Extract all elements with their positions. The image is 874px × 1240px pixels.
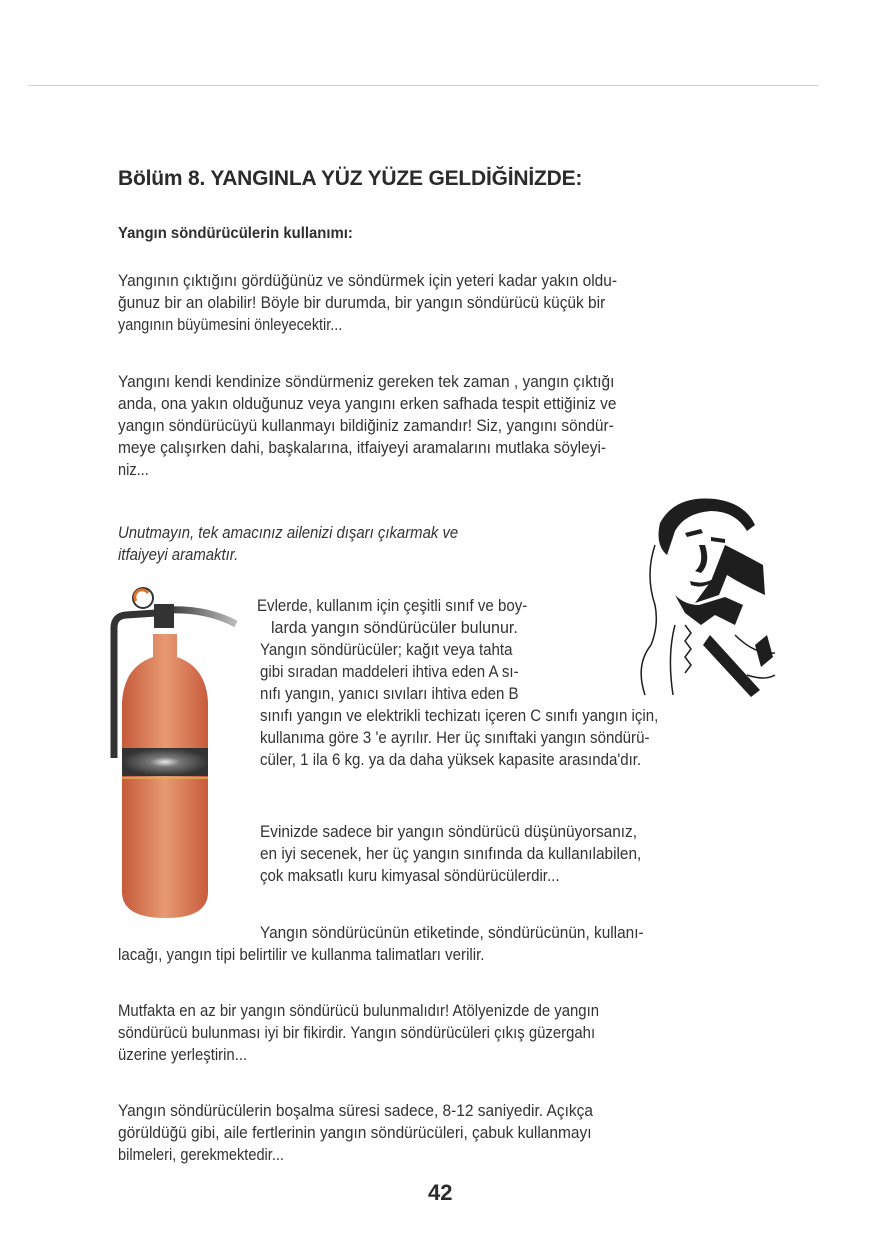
text-line: en iyi secenek, her üç yangın sınıfında da kullanılabilen, bbox=[260, 845, 642, 863]
page-number: 42 bbox=[428, 1180, 453, 1205]
text-line: Mutfakta en az bir yangın söndürücü bulunmalıdır! Atölyenizde de yangın bbox=[118, 1002, 600, 1020]
header-rule bbox=[28, 85, 818, 86]
text-line: cüler, 1 ila 6 kg. ya da daha yüksek kapasite arasında'dır. bbox=[260, 751, 642, 769]
text-line: Evinizde sadece bir yangın söndürücü düşünüyorsanız, bbox=[260, 823, 638, 841]
gauge-icon bbox=[133, 588, 153, 608]
fire-extinguisher-illustration bbox=[96, 582, 256, 922]
section-title: Yangın söndürücülerin kullanımı: bbox=[118, 225, 353, 242]
cylinder-band bbox=[122, 748, 208, 776]
man-figure bbox=[659, 499, 773, 698]
text-line: niz... bbox=[118, 461, 149, 479]
text-line: kullanıma göre 3 'e ayrılır. Her üç sınıftaki yangın söndürü- bbox=[260, 729, 650, 747]
text-line: yangının büyümesini önleyecektir... bbox=[118, 316, 343, 334]
text-line: gibi sıradan maddeleri ihtiva eden A sı- bbox=[260, 663, 519, 681]
man-on-phone-illustration bbox=[615, 485, 780, 710]
text-line: çok maksatlı kuru kimyasal söndürücülerdir... bbox=[260, 867, 560, 885]
text-line: bilmeleri, gerekmektedir... bbox=[118, 1146, 284, 1164]
text-line: yangın söndürücüyü kullanmayı bildiğiniz zamandır! Siz, yangını söndür- bbox=[118, 417, 614, 435]
text-line: anda, ona yakın olduğunuz veya yangını erken safhada tespit ettiğiniz ve bbox=[118, 395, 617, 413]
text-line: larda yangın söndürücüler bulunur. bbox=[271, 619, 518, 637]
text-line: Unutmayın, tek amacınız ailenizi dışarı çıkarmak ve bbox=[118, 524, 459, 542]
text-line: sınıfı yangın ve elektrikli techizatı içeren C sınıfı yangın için, bbox=[260, 707, 659, 725]
text-line: lacağı, yangın tipi belirtilir ve kullanma talimatları verilir. bbox=[118, 946, 485, 964]
text-line: nıfı yangın, yanıcı sıvıları ihtiva eden B bbox=[260, 685, 519, 703]
text-line: meye çalışırken dahi, başkalarına, itfaiyeyi aramalarını mutlaka söyleyi- bbox=[118, 439, 607, 457]
text-line: itfaiyeyi aramaktır. bbox=[118, 546, 239, 564]
chapter-title: Bölüm 8. YANGINLA YÜZ YÜZE GELDİĞİNİZDE: bbox=[118, 167, 583, 190]
handle bbox=[166, 610, 236, 624]
text-line: Yangın söndürücüler; kağıt veya tahta bbox=[260, 641, 513, 659]
text-line: ğunuz bir an olabilir! Böyle bir durumda, bir yangın söndürücü küçük bir bbox=[118, 294, 606, 312]
text-line: Evlerde, kullanım için çeşitli sınıf ve boy- bbox=[257, 597, 528, 615]
text-line: görüldüğü gibi, aile fertlerinin yangın söndürücüleri, çabuk kullanmayı bbox=[118, 1124, 592, 1142]
text-line: Yangını kendi kendinize söndürmeniz gereken tek zaman , yangın çıktığı bbox=[118, 373, 615, 391]
text-line: üzerine yerleştirin... bbox=[118, 1046, 248, 1064]
text-line: Yangın söndürücülerin boşalma süresi sadece, 8-12 saniyedir. Açıkça bbox=[118, 1102, 593, 1120]
text-line: Yangının çıktığını gördüğünüz ve söndürmek için yeteri kadar yakın oldu- bbox=[118, 272, 617, 290]
text-line: Yangın söndürücünün etiketinde, söndürücünün, kullanı- bbox=[260, 924, 644, 942]
valve-head bbox=[154, 604, 174, 628]
text-line: söndürücü bulunması iyi bir fikirdir. Yangın söndürücüleri çıkış güzergahı bbox=[118, 1024, 596, 1042]
